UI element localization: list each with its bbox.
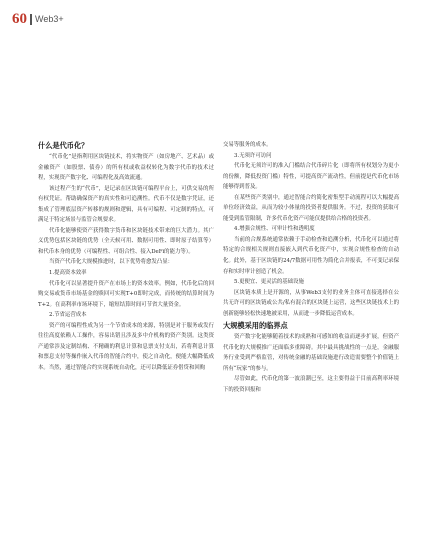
paragraph: 代币化可以显著提升资产在市场上的资本效率。例如，代币化后的回购交易或货币市场基金的赎回可实现T+0即时完成，而传统的结算时间为T+2。在高利率市场环境下，缩短结算时间可节省大量资金。 (38, 280, 214, 308)
paragraph: “代币化”是指利用区块链技术，将实物资产（如房地产、艺术品）或金融资产（如股票、债券）的所有权或收益权转化为数字代币的技术过程，实现资产数字化、可编程化及高效流通。 (38, 154, 214, 182)
paragraph: 尽管如此，代币化的第一波浪潮已至，这主要得益于目前高利率环境下的投资回报和 (223, 376, 399, 394)
page-number: 60 (12, 10, 27, 27)
paragraph: 代币化无须许可的准入门槛结合代币碎片化（即将所有权划分为更小的份额，降低投资门槛）特性，可提高资产流动性，但前提是代币化市场能够得到普及。 (223, 163, 399, 191)
paragraph: 当前的合规系统通常依赖于手动检查和追溯分析，代币化可以通过将特定的合规相关规则直接嵌入到代币化资产中，实现合规性检查的自动化。此外，基于区块链的24/7数据可用性为简化合并报表，不可变记录保存和实时审计创造了机会。 (223, 236, 399, 275)
section-title-adoption-tipping-point: 大规模采用的临界点 (223, 321, 288, 331)
paragraph: 区块链本质上是开源的，从事Web3支付的业务主体可直接选择在公共无许可的区块链或公共/私有混合的区块链上运营，这些区块链技术上的创新能够轻松快速地被采用，从而进一步降低运营成本。 (223, 289, 399, 317)
subheading-capital-efficiency: 1.提高资本效率 (49, 270, 87, 277)
paragraph: 当资产代币化大规模推进时，以下优势将愈发凸显： (49, 259, 173, 266)
paragraph: 资产的可编程性成为另一个节省成本的来源，特别是对于服务或发行往往高度依赖人工操作，容易出错且涉及多中介机构的资产类别。这类资产通常涉及定制结构、不精确的利息计算和息票支付支出，若将利息计算和票息支付等操作嵌入代币的智能合约中，使之自动化，便能大幅降低成本。当然，通过智能合约实现系统自动化，还可以降低证券借贷和回购 (38, 322, 214, 371)
paragraph: 资产数字化能够随着技术的成熟和可感知的收益而逐步扩展，但资产代币化的大规模推广还面临多重障碍。其中最具挑战性的一点是，金融服务行业受到严格监管，对传统金融的基础设施进行改造需要整个价值链上所有“玩家”的参与。 (223, 334, 399, 372)
left-column (38, 140, 214, 373)
paragraph: 在某些资产类别中，通过智能合约简化密集型手动流程可以大幅提高单位经济效益，从而为较小体量的投资者提供服务。不过，投资的获取可能受到监管限制，许多代币化资产可能仅提供给合格的投资者。 (223, 194, 399, 222)
section-title-what-is-tokenization: 什么是代币化？ (38, 141, 89, 150)
subheading-operating-cost: 2.节省运营成本 (49, 312, 87, 319)
header-divider (30, 14, 32, 25)
page-header (12, 10, 64, 28)
publication-name: Web3+ (35, 14, 64, 24)
right-column (223, 140, 399, 396)
subheading-permissionless-access: 3.无须许可访问 (234, 152, 272, 159)
paragraph: 该过程产生的“代币”，是记录在区块链可编程平台上，可供交易的所有权凭证。帮助确保资产的真实性和可追溯性。代币不仅是数字凭证，还集成了管理底层资产转移的规则和逻辑，具有可编程、可定制的特点，可满足于特定场景与监管合规要求。 (38, 185, 214, 224)
subheading-compliance: 4.增强合规性、可审计性和透明度 (234, 226, 315, 233)
subheading-infrastructure: 5.更便宜、更灵活的基础设施 (234, 279, 304, 286)
paragraph: 代币化能够使资产获得数字货币和区块链技术带来的巨大潜力。其广义优势包括区块链的优势（全天候可用、数据可用性、即时原子结算等）和代币本身的优势（可编程性、可组合性、接入DeFi的能力等）。 (38, 227, 214, 255)
paragraph-continued: 交易等服务的成本。 (223, 142, 272, 148)
